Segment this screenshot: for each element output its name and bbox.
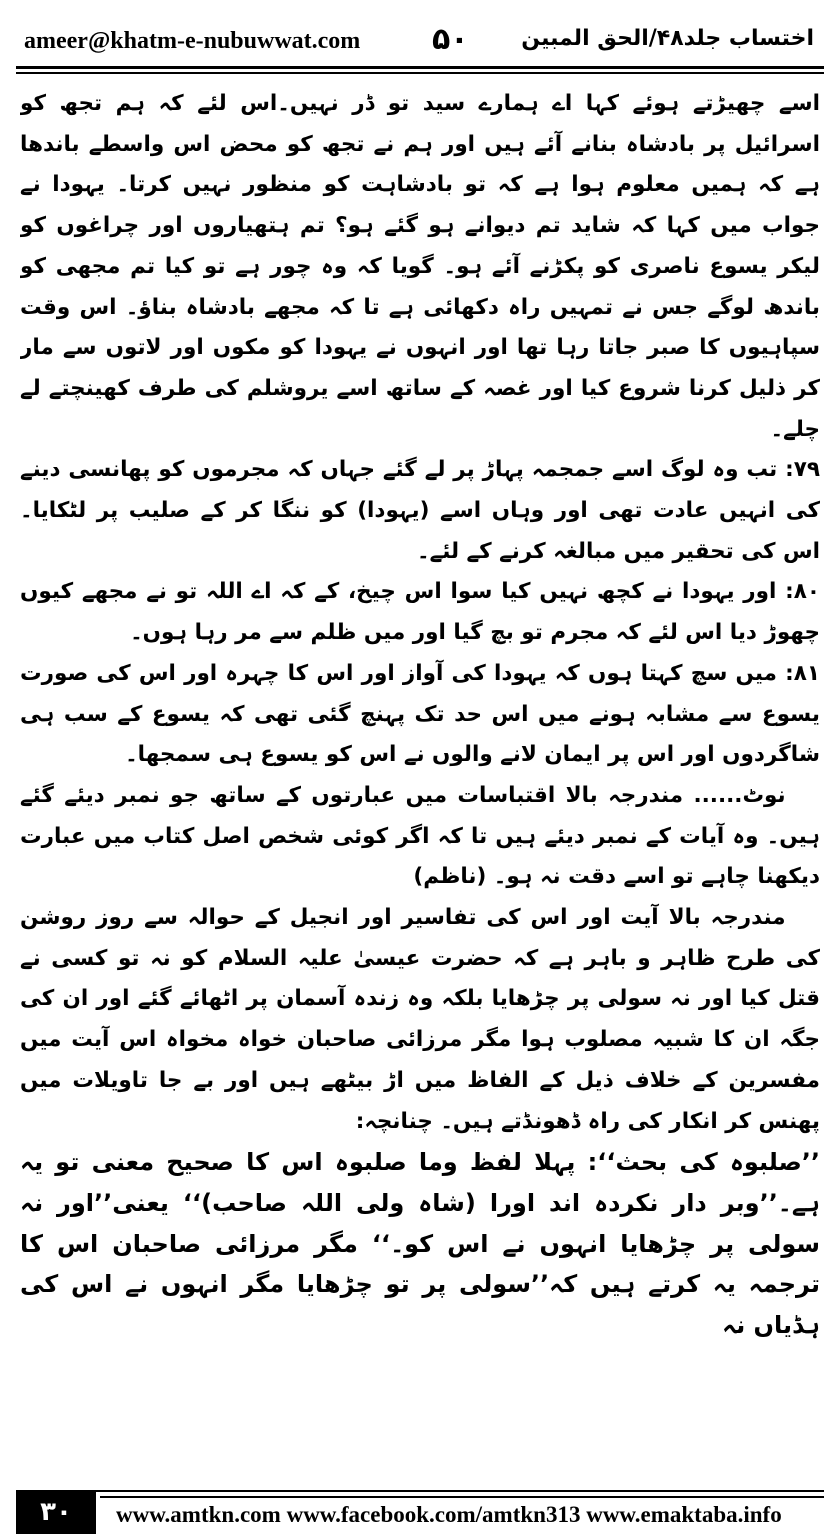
header-rule-top: [16, 66, 824, 69]
header-journal-title: اختساب جلد۴۸/الحق المبین: [521, 26, 814, 51]
header-page-number: ۵۰: [432, 22, 469, 57]
paragraph-verse-80: ۸۰: اور یہودا نے کچھ نہیں کیا سوا اس چیخ، کے کہ اے اللہ تو نے مجھے کیوں چھوڑ دیا اس لئے کہ مجرم تو بچ گیا اور میں ظلم سے مر رہا ہوں۔: [20, 579, 820, 646]
footer-page-number: ۳۰: [16, 1490, 96, 1534]
page-footer: [16, 1490, 824, 1534]
body-text: [20, 84, 820, 1466]
footer-rule-top: [16, 1490, 824, 1492]
header-email: ameer@khatm-e-nubuwwat.com: [24, 28, 361, 54]
paragraph-commentary: مندرجہ بالا آیت اور اس کی تفاسیر اور انجیل کے حوالہ سے روز روشن کی طرح ظاہر و باہر ہے کہ حضرت عیسیٰ علیہ السلام کو نہ تو کسی نے قتل کیا اور نہ سولی پر چڑھایا بلکہ وہ زندہ آسمان پر اٹھائے گئے اور ان کی جگہ ان کا شبیہ مصلوب ہوا مگر مرزائی صاحبان خواہ مخواہ اس آیت میں مفسرین کے خلاف ذیل کے الفاظ میں اڑ بیٹھے ہیں اور بے جا تاویلات میں پھنس کر انکار کی راہ ڈھونڈتے ہیں۔ چنانچہ:: [20, 905, 820, 1134]
header-rule-bottom: [16, 72, 824, 74]
footer-rule-bottom: [100, 1496, 824, 1498]
footer-links: www.amtkn.com www.facebook.com/amtkn313 www.emaktaba.info: [116, 1502, 782, 1527]
paragraph-verse-81: ۸۱: میں سچ کہتا ہوں کہ یہودا کی آواز اور اس کا چہرہ اور اس کی صورت یسوع سے مشابہ ہونے میں اس حد تک پہنچ گئی تھی کہ یسوع کے سب ہی شاگردوں اور اس پر ایمان لانے والوں نے اس کو یسوع ہی سمجھا۔: [20, 660, 820, 768]
page-header: [16, 10, 824, 60]
paragraph-continuation: اسے چھیڑتے ہوئے کہا اے ہمارے سید تو ڈر نہیں۔اس لئے کہ ہم تجھ کو اسرائیل پر بادشاہ بنانے آئے ہیں اور ہم نے تجھ کو محض اس واسطے باندھا ہے کہ ہمیں معلوم ہوا ہے کہ تو بادشاہت کو منظور نہیں کرتا۔ یہودا نے جواب میں کہا کہ شاید تم دیوانے ہو گئے ہو؟ تم ہتھیاروں اور چراغوں کو لیکر یسوع ناصری کو پکڑنے آئے ہو۔ گویا کہ وہ چور ہے تو کیا تم مجھی کو باندھ لوگے جس نے تمہیں راہ دکھائی ہے تا کہ مجھے بادشاہ بناؤ۔ اس وقت سپاہیوں کا صبر جاتا رہا تھا اور انہوں نے یہودا کو مکوں اور لاتوں سے مار کر ذلیل کرنا شروع کیا اور غصہ کے ساتھ اسے یروشلم کی طرف کھینچتے لے چلے۔: [20, 91, 820, 442]
paragraph-verse-79: ۷۹: تب وہ لوگ اسے جمجمہ پہاڑ پر لے گئے جہاں کہ مجرموں کو پھانسی دینے کی انہیں عادت تھی اور وہاں اسے (یہودا) کو ننگا کر کے صلیب پر لٹکایا۔ اس کی تحقیر میں مبالغہ کرنے کے لئے۔: [20, 457, 820, 564]
paragraph-salabuhu-discussion: ’’صلبوہ کی بحث‘‘: پہلا لفظ وما صلبوہ اس کا صحیح معنی تو یہ ہے۔’’وبر دار نکردہ اند اورا (شاہ ولی اللہ صاحب)‘‘ یعنی’’اور نہ سولی پر چڑھایا انہوں نے اس کو۔‘‘ مگر مرزائی صاحبان اس کا ترجمہ یہ کرتے ہیں کہ’’سولی پر تو چڑھایا مگر انہوں نے اس کی ہڈیاں نہ: [20, 1148, 820, 1340]
paragraph-note: نوٹ...... مندرجہ بالا اقتباسات میں عبارتوں کے ساتھ جو نمبر دیئے گئے ہیں۔ وہ آیات کے نمبر دیئے ہیں تا کہ اگر کوئی شخص اصل کتاب میں عبارت دیکھنا چاہے تو اسے دقت نہ ہو۔ (ناظم): [20, 782, 820, 890]
